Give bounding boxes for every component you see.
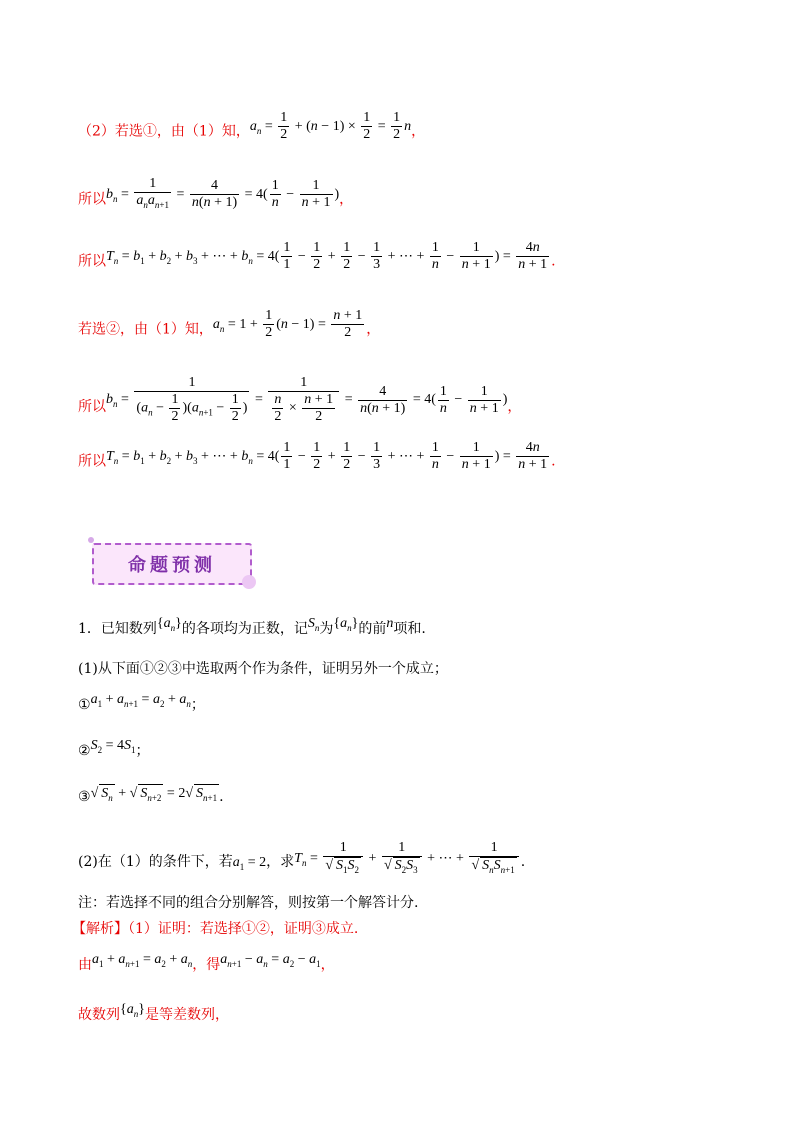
analysis-tag: 【解析】	[72, 921, 128, 937]
analysis-line-2-b: ，得	[192, 957, 221, 973]
analysis-line-1-text: （1）证明：若选择①②，证明③成立.	[128, 921, 359, 937]
condition-2-semicolon: ；	[135, 743, 150, 759]
problem-intro	[78, 616, 426, 643]
part-2-text-a: (2)在（1）的条件下，若	[78, 854, 233, 871]
condition-3-period: .	[219, 789, 224, 805]
condition-1-formula: $a_1 + a_{n+1} = a_2 + a_n$	[90, 692, 191, 709]
banner-title: 命题预测	[128, 555, 216, 576]
line-2-comma: ，	[339, 191, 354, 208]
section-banner	[88, 537, 256, 589]
var-n: n	[386, 616, 394, 631]
line-4-prefix: 若选②，由（1）知，	[78, 321, 213, 338]
banner-decoration-circle	[242, 575, 256, 589]
condition-1	[78, 692, 205, 719]
line-1-comma: ，	[411, 123, 426, 140]
formula-bn-2: $b_n$ = 1 ($a_n$ − $\frac{1}{2}$ )($a_{n+1}$ − $\frac{1}{2}$ ) = 1 $\frac{n}{2}$ × $\frac{n + 1}{2}$ = $\frac{4}{n(n + 1)}$ = 4( $\frac{1}{n}$ − $\frac{1}{n + 1}$ )	[106, 375, 508, 424]
formula-tn-2: $T_n = b_1 + b_2 + b_3$ + ⋯ + $b_n = 4$( $\frac{1}{1}$ − $\frac{1}{2}$ + $\frac{1}{2}$ − $\frac{1}{3}$ + ⋯ + $\frac{1}{n}$ − $\frac{1}{n + 1}$ ) = $\frac{4n}{n + 1}$	[106, 440, 548, 472]
line-1-prefix: （2）若选①，由（1）知，	[78, 123, 250, 140]
intro-text-a: 1．已知数列	[78, 621, 157, 637]
solution-line-4	[78, 308, 381, 347]
analysis-formula-1: $a_1 + a_{n+1} = a_2 + a_n$	[92, 952, 193, 969]
formula-tn-sum: $T_n$ = $\frac{1}{√ S_1S_2}$ + $\frac{1}{√ S_2S_3}$ + ⋯ + $\frac{1}{√ S_nS_{n+1}}$	[294, 851, 521, 866]
analysis-seq-an: $\{a_n\}$	[120, 1002, 145, 1019]
formula-an-choice-1: $a_n$ = $\frac{1}{2}$ + (n − 1) × $\frac{1}{2}$ = $\frac{1}{2}$ n	[249, 110, 412, 142]
condition-2-formula: $S_2 = 4S_1$	[90, 738, 136, 755]
line-6-period: .	[551, 453, 556, 470]
analysis-line-2	[78, 952, 335, 979]
condition-1-semicolon: ；	[190, 697, 205, 713]
analysis-line-2-a: 由	[78, 957, 92, 973]
analysis-line-3-a: 故数列	[78, 1007, 120, 1023]
condition-1-marker: ①	[78, 697, 91, 713]
sum-sn: $S_n$	[307, 616, 320, 633]
analysis-line-3	[78, 1002, 229, 1029]
banner-box	[92, 543, 252, 585]
line-3-prefix: 所以	[78, 253, 106, 270]
formula-an-choice-2: $a_n = 1$ + $\frac{1}{2}$ (n − 1) = $\frac{n + 1}{2}$	[212, 308, 363, 340]
intro-text-e: 项和.	[393, 621, 426, 637]
analysis-line-3-b: 是等差数列，	[144, 1007, 229, 1023]
line-3-period: .	[551, 253, 556, 270]
given-a1: $a_1 = 2$	[232, 855, 267, 872]
solution-line-3	[78, 240, 556, 279]
intro-text-b: 的各项均为正数，记	[181, 621, 308, 637]
solution-line-6	[78, 440, 556, 479]
line-2-prefix: 所以	[78, 191, 106, 208]
condition-3-formula: √ $S_n$ + √ $S_{n+2} = 2√$ $S_{n+1}$	[91, 786, 220, 801]
intro-text-d: 的前	[358, 621, 387, 637]
condition-2	[78, 738, 150, 765]
condition-3	[78, 788, 224, 811]
formula-bn-1: $b_n$ = $\frac{1}{a_na_{n+1}}$ = $\frac{4}{n(n + 1)}$ = 4( $\frac{1}{n}$ − $\frac{1}{n + 1}$ )	[106, 176, 340, 210]
condition-3-marker: ③	[78, 789, 91, 805]
formula-tn-1: $T_n = b_1 + b_2 + b_3$ + ⋯ + $b_n = 4$( $\frac{1}{1}$ − $\frac{1}{2}$ + $\frac{1}{2}$ − $\frac{1}{3}$ + ⋯ + $\frac{1}{n}$ − $\frac{1}{n + 1}$ ) = $\frac{4n}{n + 1}$	[106, 240, 548, 272]
problem-note: 注：若选择不同的组合分别解答，则按第一个解答计分.	[78, 895, 419, 911]
condition-2-marker: ②	[78, 743, 91, 759]
banner-decoration-dot	[88, 537, 94, 543]
part-2-text-b: ，求	[266, 854, 295, 871]
part-2-period: .	[520, 854, 526, 871]
line-6-prefix: 所以	[78, 453, 106, 470]
analysis-line-1	[72, 920, 358, 938]
seq-an: $\{a_n\}$	[156, 616, 182, 633]
problem-part-2	[78, 840, 526, 882]
line-4-comma: ，	[366, 321, 381, 338]
analysis-formula-2: $a_{n+1} - a_n = a_2 - a_1$	[220, 952, 321, 969]
line-5-comma: ，	[507, 399, 522, 416]
solution-line-2	[78, 176, 354, 219]
seq-an-2: $\{a_n\}$	[333, 616, 359, 633]
intro-text-c: 为	[319, 621, 334, 637]
problem-part-1: (1)从下面①②③中选取两个作为条件，证明另外一个成立；	[78, 661, 448, 677]
analysis-line-2-comma: ，	[320, 957, 335, 973]
solution-line-1	[78, 110, 426, 149]
line-5-prefix: 所以	[78, 399, 106, 416]
solution-line-5	[78, 375, 522, 433]
